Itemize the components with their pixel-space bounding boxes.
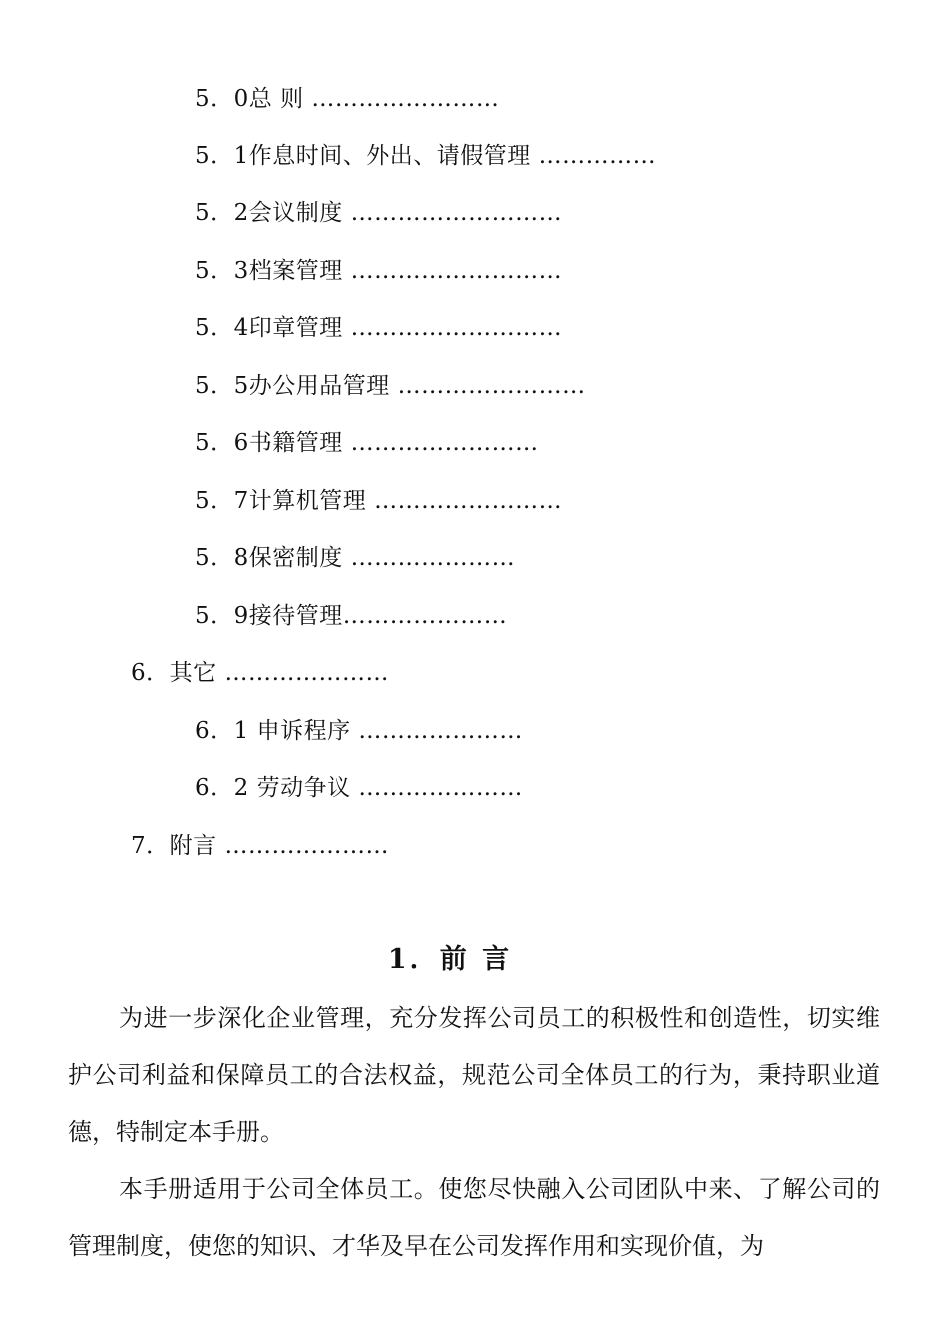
toc-item: 5．2会议制度 ……………………… (195, 200, 563, 226)
toc-item: 5．3档案管理 ……………………… (195, 258, 563, 284)
toc-item: 5．0总 则 …………………… (195, 86, 500, 112)
toc-item: 5．1作息时间、外出、请假管理 …………… (195, 143, 657, 169)
toc-item: 6．其它 ………………… (131, 660, 389, 686)
section-heading: 1．前 言 (387, 944, 513, 975)
toc-item: 5．4印章管理 ……………………… (195, 315, 563, 341)
toc-item: 6．2 劳动争议 ………………… (195, 775, 523, 801)
toc-item: 5．5办公用品管理 …………………… (195, 373, 586, 399)
toc-item: 7．附言 ………………… (131, 833, 389, 859)
body-paragraph: 本手册适用于公司全体员工。使您尽快融入公司团队中来、了解公司的管理制度，使您的知识、才华及早在公司发挥作用和实现价值，为 (68, 1175, 880, 1260)
body-paragraph: 为进一步深化企业管理，充分发挥公司员工的积极性和创造性，切实维护公司利益和保障员工的合法权益，规范公司全体员工的行为，秉持职业道德，特制定本手册。 (68, 1004, 880, 1146)
toc-item: 5．8保密制度 ………………… (195, 545, 516, 571)
toc-item: 6．1 申诉程序 ………………… (195, 718, 523, 744)
toc-item: 5．6书籍管理 …………………… (195, 430, 539, 456)
toc-item: 5．7计算机管理 …………………… (195, 488, 563, 514)
toc-item: 5．9接待管理………………… (195, 603, 508, 629)
